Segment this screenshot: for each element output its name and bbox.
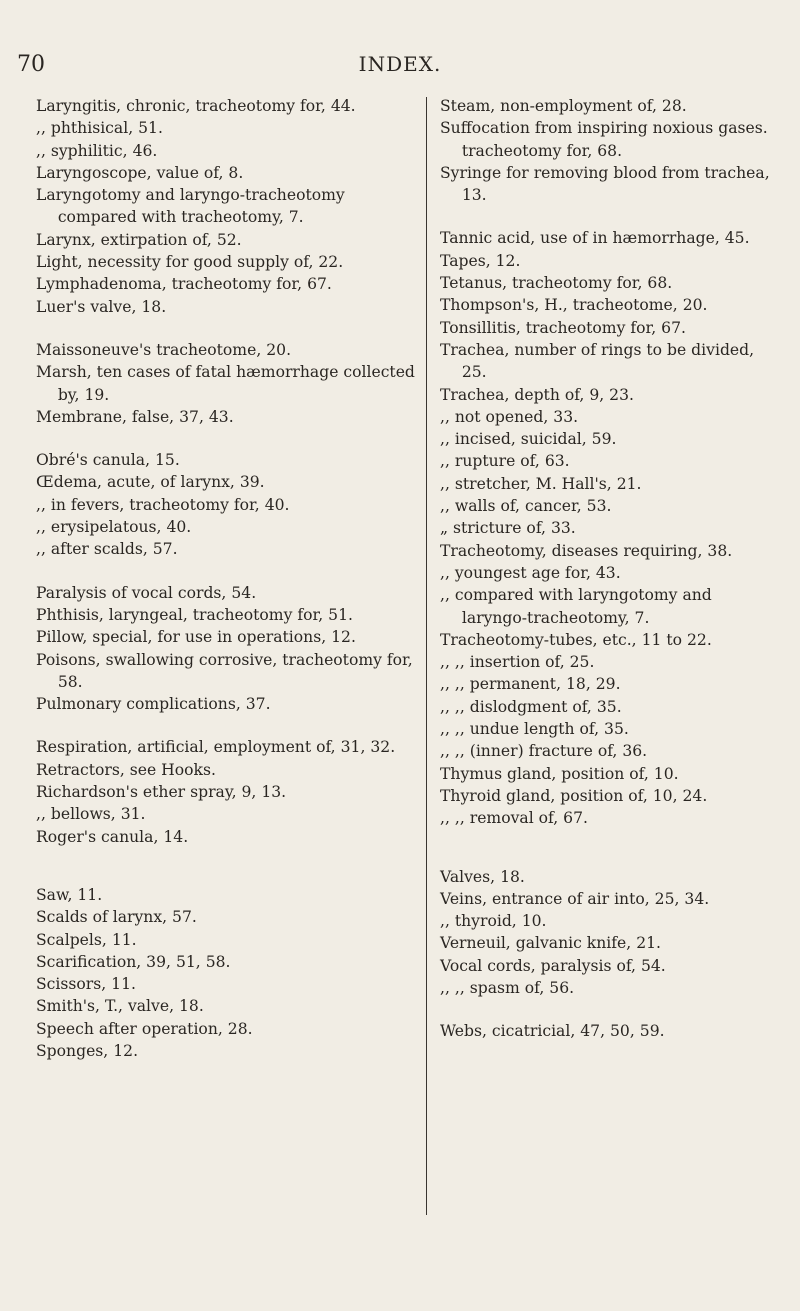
- index-entry: ,, youngest age for, 43.: [440, 563, 621, 582]
- index-entry: Thompson's, H., tracheotome, 20.: [440, 296, 708, 315]
- index-entry: Pulmonary complications, 37.: [36, 695, 271, 714]
- index-entry: Tetanus, tracheotomy for, 68.: [440, 274, 673, 293]
- index-entry: Retractors, see Hooks.: [36, 760, 216, 779]
- index-entry: Scissors, 11.: [36, 975, 136, 994]
- index-entry: ,, ,, permanent, 18, 29.: [440, 675, 621, 694]
- index-entry: Speech after operation, 28.: [36, 1019, 253, 1038]
- index-entry: Maissoneuve's tracheotome, 20.: [36, 340, 292, 359]
- index-entry: ,, not opened, 33.: [440, 407, 579, 426]
- index-entry: ,, phthisical, 51.: [36, 119, 163, 138]
- index-entry: Saw, 11.: [36, 885, 103, 904]
- index-entry: Roger's canula, 14.: [36, 827, 189, 846]
- index-entry: ,, after scalds, 57.: [36, 540, 178, 559]
- index-entry: Trachea, depth of, 9, 23.: [440, 385, 634, 404]
- index-entry: Œdema, acute, of larynx, 39.: [36, 473, 265, 492]
- index-entry: Verneuil, galvanic knife, 21.: [440, 934, 661, 953]
- index-entry: Lymphadenoma, tracheotomy for, 67.: [36, 275, 332, 294]
- index-entry: Thymus gland, position of, 10.: [440, 764, 679, 783]
- index-entry: Poisons, swallowing corrosive, tracheotomy for, 58.: [36, 650, 413, 691]
- index-entry: ,, walls of, cancer, 53.: [440, 497, 612, 516]
- index-entry: Vocal cords, paralysis of, 54.: [440, 956, 666, 975]
- index-entry: ,, erysipelatous, 40.: [36, 518, 192, 537]
- index-entry: Syringe for removing blood from trachea, 13.: [440, 163, 770, 205]
- index-entry: Veins, entrance of air into, 25, 34.: [440, 889, 710, 908]
- index-entry: ,, ,, undue length of, 35.: [440, 720, 629, 739]
- index-entry: Tracheotomy, diseases requiring, 38.: [440, 541, 733, 560]
- index-entry: Sponges, 12.: [36, 1041, 139, 1060]
- index-entry: ,, ,, insertion of, 25.: [440, 653, 595, 672]
- index-entry: Thyroid gland, position of, 10, 24.: [440, 786, 708, 805]
- index-entry: Webs, cicatricial, 47, 50, 59.: [440, 1022, 665, 1041]
- index-entry: ,, compared with laryngotomy and laryngo-tracheotomy, 7.: [440, 586, 712, 627]
- index-entry: Larynx, extirpation of, 52.: [36, 230, 242, 249]
- index-entry: Richardson's ether spray, 9, 13.: [36, 783, 287, 802]
- index-entry: Trachea, number of rings to be divided, 25.: [440, 340, 755, 382]
- column-divider: [426, 97, 427, 1215]
- index-entry: Steam, non-employment of, 28.: [440, 97, 687, 115]
- index-column-left: [36, 95, 416, 1062]
- index-entry: ,, ,, removal of, 67.: [440, 809, 588, 828]
- index-entry: Tannic acid, use of in hæmorrhage, 45.: [440, 229, 750, 248]
- index-entry: ,, syphilitic, 46.: [36, 141, 158, 160]
- index-entry: Obré's canula, 15.: [36, 451, 180, 470]
- index-entry: ,, thyroid, 10.: [440, 912, 547, 931]
- index-entry: ,, rupture of, 63.: [440, 452, 570, 471]
- index-entry: Phthisis, laryngeal, tracheotomy for, 51.: [36, 605, 353, 624]
- index-entry: Smith's, T., valve, 18.: [36, 997, 204, 1016]
- index-entry: Suffocation from inspiring noxious gases. tracheotomy for, 68.: [440, 119, 768, 160]
- index-entry: Laryngotomy and laryngo-tracheotomy compared with tracheotomy, 7.: [36, 186, 345, 227]
- page-number: 70: [17, 52, 45, 77]
- index-entry: ,, ,, spasm of, 56.: [440, 978, 575, 997]
- index-entry: Pillow, special, for use in operations, 12.: [36, 628, 356, 647]
- index-entry: Laryngoscope, value of, 8.: [36, 163, 244, 182]
- index-entry: Scalpels, 11.: [36, 930, 137, 949]
- index-entry: ,, incised, suicidal, 59.: [440, 430, 617, 449]
- index-entry: Valves, 18.: [440, 867, 525, 886]
- index-entry: ,, in fevers, tracheotomy for, 40.: [36, 495, 290, 514]
- index-entry: Marsh, ten cases of fatal hæmorrhage collected by, 19.: [36, 363, 415, 404]
- index-entry: Scalds of larynx, 57.: [36, 908, 197, 927]
- index-entry: Light, necessity for good supply of, 22.: [36, 253, 344, 272]
- index-entry: ,, bellows, 31.: [36, 805, 146, 824]
- index-entry: Tapes, 12.: [440, 251, 521, 270]
- index-entry: Paralysis of vocal cords, 54.: [36, 583, 257, 602]
- index-entry: Scarification, 39, 51, 58.: [36, 952, 231, 971]
- index-entry: Tracheotomy-tubes, etc., 11 to 22.: [440, 630, 712, 649]
- index-entry: Laryngitis, chronic, tracheotomy for, 44.: [36, 97, 356, 115]
- index-column-right: [440, 95, 780, 1043]
- index-entry: ,, ,, dislodgment of, 35.: [440, 697, 622, 716]
- index-entry: ,, ,, (inner) fracture of, 36.: [440, 742, 648, 761]
- index-entry: ,, stretcher, M. Hall's, 21.: [440, 474, 642, 493]
- index-entry: „ stricture of, 33.: [440, 519, 576, 538]
- index-entry: Tonsillitis, tracheotomy for, 67.: [440, 318, 686, 337]
- index-entry: Respiration, artificial, employment of, 31, 32.: [36, 738, 396, 757]
- index-entry: Membrane, false, 37, 43.: [36, 407, 234, 426]
- index-entry: Luer's valve, 18.: [36, 297, 167, 316]
- running-head-title: INDEX.: [358, 52, 442, 76]
